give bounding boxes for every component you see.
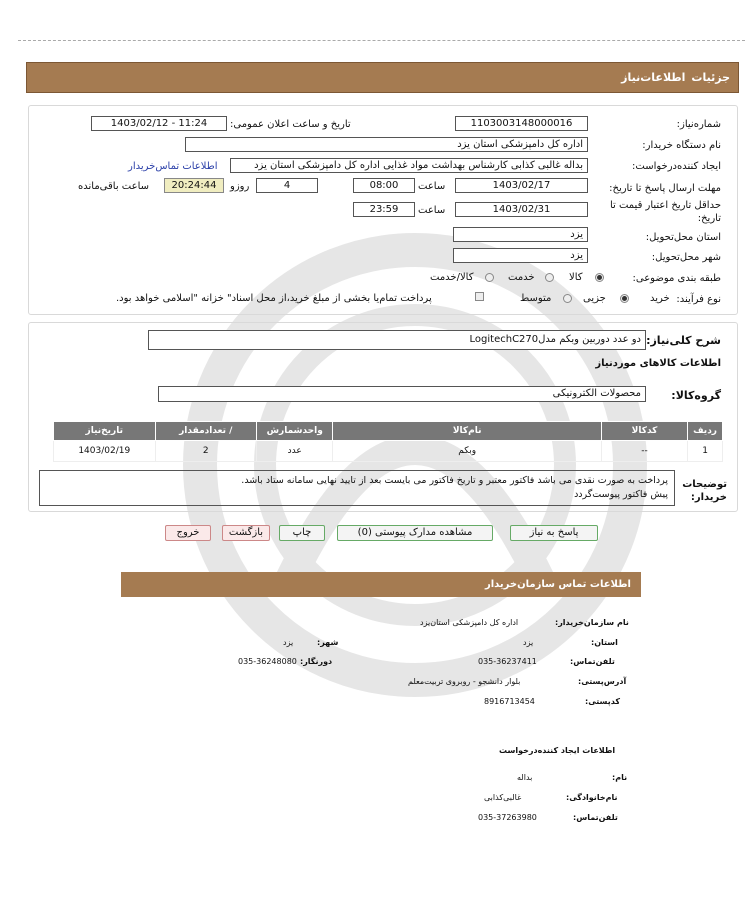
cell-row: 1 [688, 441, 723, 462]
city-label: شهر محل‌تحویل: [651, 252, 721, 263]
goods-group-label: گروه‌کالا: [671, 389, 721, 402]
payment-note: پرداخت تمام‌یا بخشی از مبلغ خرید،از محل اسناد" خزانه "اسلامی خواهد بود. [116, 293, 432, 304]
contact-phone-value: 035-36237411 [478, 657, 537, 666]
deadline-date-field: 1403/02/17 [455, 178, 588, 193]
postal-value: 8916713454 [484, 697, 535, 706]
need-number-label: شماره‌نیاز: [676, 119, 721, 130]
address-label: آدرس‌پستی: [578, 677, 627, 686]
announce-field: 1403/02/12 - 11:24 [91, 116, 227, 131]
contact-province-value: یزد [523, 638, 534, 647]
validity-label-1 [606, 199, 721, 225]
contact-city-value: یزد [283, 638, 294, 647]
creator-info-title: اطلاعات ایجاد کننده‌درخواست [499, 746, 616, 755]
creator-family-label: نام‌خانوادگی: [566, 793, 618, 802]
category-both-label: کالا/خدمت [430, 272, 474, 283]
fax-value: 035-36248080 [238, 657, 297, 666]
col-qty: / تعدادمقدار [155, 422, 257, 441]
buyer-label: نام دستگاه‌ خریدار: [642, 140, 721, 151]
days-field: 4 [256, 178, 318, 193]
creator-label: ایجاد کننده‌درخواست: [632, 161, 721, 172]
cell-unit: عدد [257, 441, 333, 462]
goods-table [53, 421, 723, 462]
org-label: نام سازمان‌خریدار: [555, 618, 629, 627]
notes-label-text: توضیحات خریدار: [682, 479, 727, 503]
province-field: یزد [453, 227, 588, 242]
deadline-time-field: 08:00 [353, 178, 415, 193]
cell-name: وبکم [333, 441, 601, 462]
buyer-field: اداره کل دامپزشکی استان یزد [185, 137, 588, 152]
province-label: استان محل‌تحویل: [645, 232, 721, 243]
creator-name-label: نام: [612, 773, 628, 782]
col-row: ردیف [688, 422, 723, 441]
contact-city-label: شهر: [317, 638, 339, 647]
fax-label: دورنگار: [300, 657, 333, 666]
notes-label [679, 478, 727, 504]
col-name: نام‌کالا [333, 422, 601, 441]
top-divider [18, 40, 745, 41]
reply-button[interactable]: پاسخ به نیاز [510, 525, 598, 541]
validity-time-label: ساعت [418, 205, 446, 216]
org-value: اداره کل دامپزشکی استان‌یزد [420, 618, 519, 627]
announce-label: تاریخ و ساعت اعلان عمومی: [230, 119, 351, 130]
cell-qty: 2 [155, 441, 257, 462]
summary-title-field: دو عدد دوربین وبکم مدلLogitechC270 [148, 330, 646, 350]
days-label: روزو [230, 181, 250, 192]
header-details[interactable]: جزئیات [691, 71, 730, 84]
buyer-contact-link[interactable]: اطلاعات تماس‌خریدار [128, 161, 218, 172]
creator-family-value: غالبی‌کذابی [484, 793, 522, 802]
process-medium-label: متوسط [520, 293, 552, 304]
print-button[interactable]: چاپ [279, 525, 325, 541]
creator-field: بداله غالبی کذابی کارشناس بهداشت مواد غذایی اداره کل دامپزشکی استان یزد [230, 158, 588, 173]
col-unit: واحدشمارش [257, 422, 333, 441]
category-service-label: خدمت [508, 272, 535, 283]
remaining-label: ساعت باقی‌مانده [78, 181, 150, 192]
address-value: بلوار دانشجو - روبروی تربیت‌معلم [408, 677, 521, 686]
city-field: یزد [453, 248, 588, 263]
contact-header [121, 572, 641, 597]
notes-line-1: پرداخت به صورت نقدی می باشد فاکتور معتبر و تاریخ فاکتور می بایست بعد از تایید نهایی سامانه ستاد باشد. [241, 475, 668, 486]
creator-phone-value: 035-37263980 [478, 813, 537, 822]
process-label: نوع فرآیند: [676, 294, 721, 305]
creator-phone-label: تلفن‌تماس: [573, 813, 618, 822]
goods-table-header [54, 422, 723, 441]
back-button[interactable]: بازگشت [222, 525, 270, 541]
notes-line-2: پیش فاکتور پیوست‌گردد [574, 489, 668, 500]
attachments-button[interactable]: مشاهده مدارک پیوستی (0) [337, 525, 493, 541]
need-number-field: 1103003148000016 [455, 116, 588, 131]
category-radio-both[interactable] [485, 273, 494, 282]
process-minor-label: جزیی [583, 293, 606, 304]
deadline-label: مهلت ارسال پاسخ تا تاریخ: [609, 183, 721, 194]
process-radio-purchase[interactable] [620, 294, 629, 303]
header-need-info[interactable]: اطلاعات‌نیاز [621, 71, 686, 84]
deadline-time-label: ساعت [418, 181, 446, 192]
contact-phone-label: تلفن‌تماس: [570, 657, 615, 666]
category-radio-goods[interactable] [595, 273, 604, 282]
exit-button[interactable]: خروج [165, 525, 211, 541]
goods-group-field: محصولات الکترونیکی [158, 386, 646, 402]
notes-box [39, 470, 675, 506]
summary-title-label: شرح کلی‌نیاز: [646, 334, 721, 347]
col-date: تاریخ‌نیاز [54, 422, 156, 441]
contact-province-label: استان: [591, 638, 618, 647]
treasury-checkbox[interactable] [475, 292, 484, 301]
validity-label: حداقل تاریخ اعتبار قیمت تا تاریخ: [609, 200, 721, 224]
col-code: کدکالا [601, 422, 687, 441]
table-row [54, 441, 723, 462]
category-label: طبقه بندی موضوعی: [632, 273, 721, 284]
process-radio-medium[interactable] [563, 294, 572, 303]
goods-info-heading: اطلاعات کالاهای موردنیاز [595, 358, 721, 369]
details-header [26, 62, 739, 93]
validity-date-field: 1403/02/31 [455, 202, 588, 217]
remaining-time-field: 20:24:44 [164, 178, 224, 193]
category-radio-service[interactable] [545, 273, 554, 282]
contact-title: اطلاعات تماس سازمان‌خریدار [484, 579, 631, 590]
cell-code: -- [601, 441, 687, 462]
cell-date: 1403/02/19 [54, 441, 156, 462]
category-goods-label: کالا [569, 272, 583, 283]
process-purchase-label: خرید [650, 293, 670, 304]
validity-time-field: 23:59 [353, 202, 415, 217]
postal-label: کد‌پستی: [585, 697, 620, 706]
creator-name-value: بداله [517, 773, 533, 782]
